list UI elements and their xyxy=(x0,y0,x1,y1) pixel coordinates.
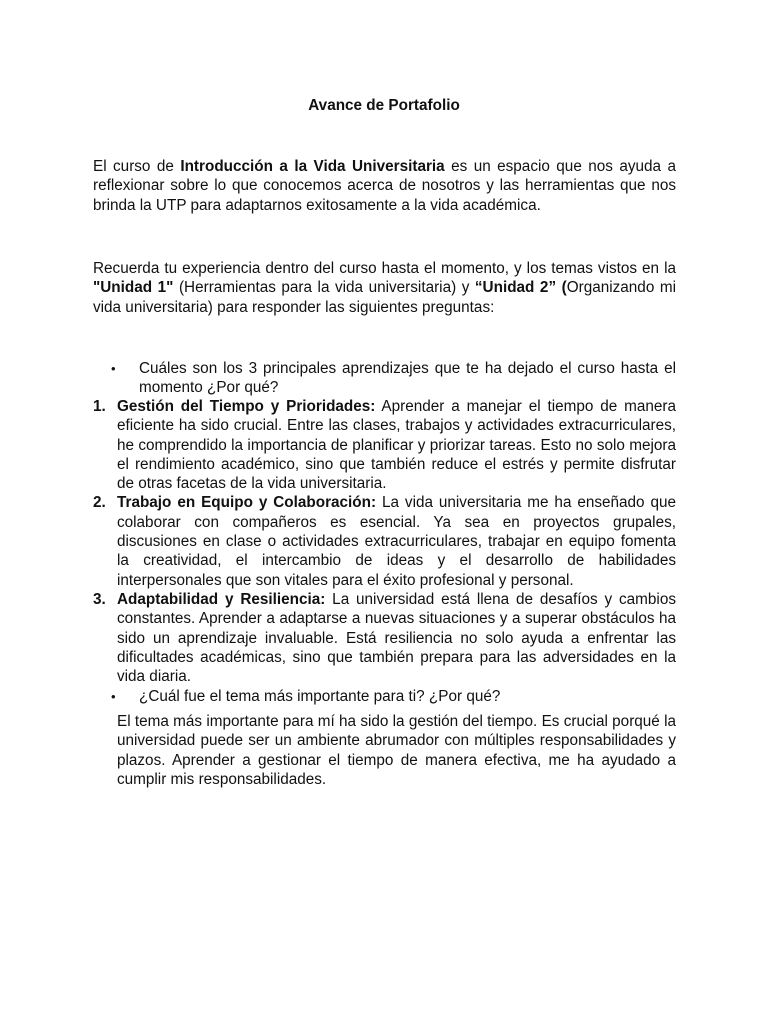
list-item-heading: Gestión del Tiempo y Prioridades: xyxy=(117,398,376,415)
list-item xyxy=(93,397,676,493)
course-name: Introducción a la Vida Universitaria xyxy=(180,158,445,175)
list-item xyxy=(93,590,676,686)
answer-2-paragraph: El tema más importante para mí ha sido la gestión del tiempo. Es crucial porqué la universidad puede ser un ambiente abrumador con múltiples responsabilidades y plazos. Aprender a gestionar el tiempo de manera efectiva, me ha ayudado a cumplir mis responsabilidades. xyxy=(117,713,676,788)
list-item-number: 3. xyxy=(93,590,106,608)
question-2-text: ¿Cuál fue el tema más importante para ti? ¿Por qué? xyxy=(139,688,501,705)
unit1-label: "Unidad 1" xyxy=(93,279,174,297)
list-item-heading: Trabajo en Equipo y Colaboración: xyxy=(117,494,377,512)
prompt-paragraph xyxy=(93,259,676,317)
list-item-body: La universidad está llena de desafíos y cambios constantes. Aprender a adaptarse a nuevas situaciones y a superar obstáculos ha sido un aprendizaje invaluable. Está resiliencia no solo ayuda a enfrentar las dificultades académicas, sino que también prepara para las adversidades en la vida diaria. xyxy=(117,590,676,686)
unit2-label: “Unidad 2” ( xyxy=(474,279,567,297)
intro-paragraph xyxy=(93,157,676,215)
unit2-description: Organizando mi vida universitaria) para responder las siguientes preguntas: xyxy=(93,279,677,316)
question-1-text: Cuáles son los 3 principales aprendizajes que te ha dejado el curso hasta el momento ¿Por qué? xyxy=(139,360,676,397)
list-item-body: La vida universitaria me ha enseñado que colaborar con compañeros es esencial. Ya sea en proyectos grupales, discusiones en clase o actividades extracurriculares, trabajar en equipo fomenta la creatividad, el intercambio de ideas y el desarrollo de habilidades interpersonales que son vitales para el éxito profesional y personal. xyxy=(117,494,676,589)
list-item-heading: Adaptabilidad y Resiliencia: xyxy=(117,590,326,608)
bullet-icon: • xyxy=(111,689,116,704)
list-item xyxy=(93,493,676,589)
learnings-list xyxy=(93,397,676,686)
list-item-number: 1. xyxy=(93,398,106,415)
question-1 xyxy=(111,359,676,398)
bullet-icon: • xyxy=(111,361,116,376)
document-title: Avance de Portafolio xyxy=(308,97,460,114)
intro-text-pre: El curso de xyxy=(93,158,181,175)
list-item-number: 2. xyxy=(93,494,106,512)
list-item-body: Aprender a manejar el tiempo de manera eficiente ha sido crucial. Entre las clases, trabajos y actividades extracurriculares, he comprendido la importancia de planificar y priorizar tareas. Esto no solo mejora el rendimiento académico, sino que también reduce el estrés y permite disfrutar de otras facetas de la vida universitaria. xyxy=(117,398,676,493)
unit1-description: (Herramientas para la vida universitaria) y xyxy=(173,279,475,297)
prompt-text-pre: Recuerda tu experiencia dentro del curso hasta el momento, y los temas vistos en la xyxy=(93,260,676,277)
intro-text-post: es un espacio que nos ayuda a reflexionar sobre lo que conocemos acerca de nosotros y las herramientas que nos brinda la UTP para adaptarnos exitosamente a la vida académica. xyxy=(93,158,676,214)
question-2 xyxy=(111,687,676,706)
